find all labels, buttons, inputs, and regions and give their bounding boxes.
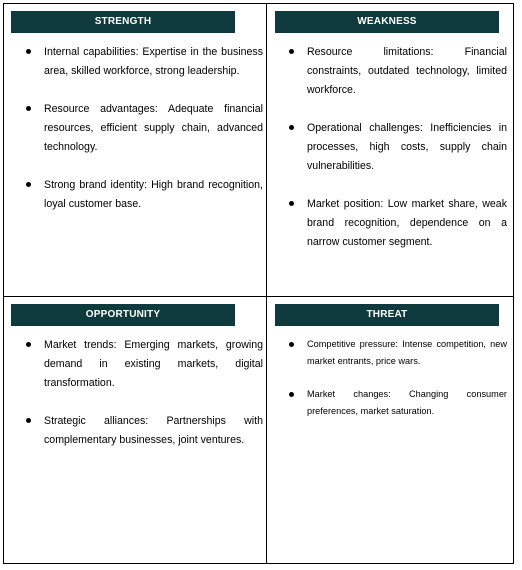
strength-header: STRENGTH xyxy=(11,11,235,33)
bullet-icon xyxy=(26,342,31,347)
weakness-header: WEAKNESS xyxy=(275,11,499,33)
bullet-icon xyxy=(289,49,294,54)
list-item xyxy=(289,119,507,176)
list-item xyxy=(26,43,263,81)
list-item-text: Resource advantages: Adequate financial resources, efficient supply chain, advanced technology. xyxy=(44,103,263,153)
opportunity-list xyxy=(26,336,263,469)
threat-header: THREAT xyxy=(275,304,499,326)
bullet-icon xyxy=(26,182,31,187)
list-item xyxy=(26,176,263,214)
bullet-icon xyxy=(26,49,31,54)
weakness-list xyxy=(289,43,507,271)
threat-quadrant xyxy=(267,297,513,563)
list-item-text: Market trends: Emerging markets, growing demand in existing markets, digital transformation. xyxy=(44,339,263,389)
list-item-text: Resource limitations: Financial constraints, outdated technology, limited workforce. xyxy=(307,46,507,96)
weakness-quadrant xyxy=(267,4,513,296)
list-item xyxy=(289,386,507,419)
threat-list xyxy=(289,336,507,436)
bullet-icon xyxy=(26,106,31,111)
list-item xyxy=(26,336,263,393)
list-item-text: Market changes: Changing consumer preferences, market saturation. xyxy=(307,389,507,416)
list-item xyxy=(26,412,263,450)
list-item-text: Market position: Low market share, weak brand recognition, dependence on a narrow customer segment. xyxy=(307,198,507,248)
list-item-text: Strategic alliances: Partnerships with complementary businesses, joint ventures. xyxy=(44,415,263,446)
list-item-text: Strong brand identity: High brand recognition, loyal customer base. xyxy=(44,179,263,210)
list-item xyxy=(289,336,507,369)
list-item-text: Competitive pressure: Intense competition, new market entrants, price wars. xyxy=(307,339,507,366)
bullet-icon xyxy=(289,125,294,130)
opportunity-quadrant xyxy=(4,297,266,563)
bullet-icon xyxy=(289,201,294,206)
list-item xyxy=(289,43,507,100)
list-item-text: Internal capabilities: Expertise in the business area, skilled workforce, strong leadership. xyxy=(44,46,263,77)
bullet-icon xyxy=(289,342,294,347)
strength-quadrant xyxy=(4,4,266,296)
bullet-icon xyxy=(289,392,294,397)
list-item xyxy=(289,195,507,252)
list-item-text: Operational challenges: Inefficiencies in processes, high costs, supply chain vulnerabilities. xyxy=(307,122,507,172)
strength-list xyxy=(26,43,263,233)
list-item xyxy=(26,100,263,157)
bullet-icon xyxy=(26,418,31,423)
opportunity-header: OPPORTUNITY xyxy=(11,304,235,326)
